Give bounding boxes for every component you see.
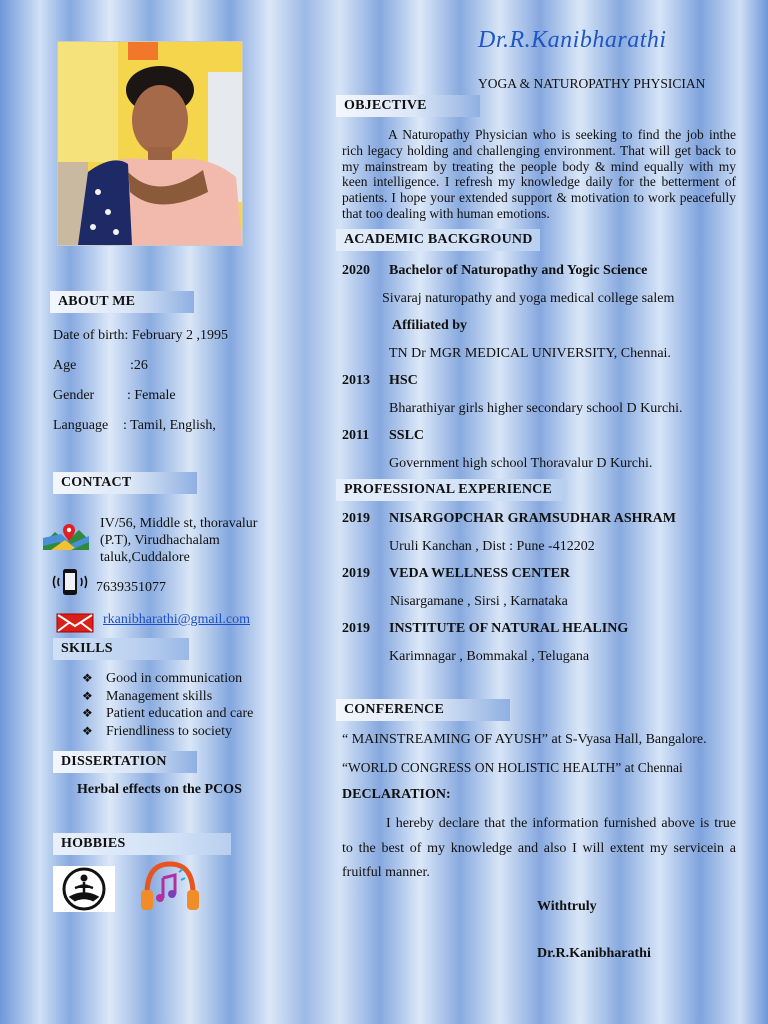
signature-name: Dr.R.Kanibharathi <box>537 946 651 961</box>
about-me-heading: ABOUT ME <box>50 291 194 313</box>
music-icon <box>139 858 201 919</box>
objective-text: A Naturopathy Physician who is seeking to find the job inthe rich legacy holding and challenging environment. That will get back to my mainstream by treating the people body & mind equally with my keen intelligence. I refresh my knowledge daily for the betterment of patients. I hope your extended support & motivation to work peacefully that too dealing with human emotions. <box>342 127 736 221</box>
designation: YOGA & NATUROPATHY PHYSICIAN <box>478 76 706 91</box>
contact-heading: CONTACT <box>53 472 197 494</box>
skills-list <box>80 670 253 740</box>
academic-university: TN Dr MGR MEDICAL UNIVERSITY, Chennai. <box>389 346 671 361</box>
conference-item: “ MAINSTREAMING OF AYUSH” at S-Vyasa Hall, Bangalore. <box>342 732 707 747</box>
objective-heading: OBJECTIVE <box>336 95 480 117</box>
declaration-text: I hereby declare that the information furnished above is true to the best of my knowledge and also I will extent my servicein a fruitful manner. <box>342 816 736 880</box>
profile-photo <box>57 41 243 246</box>
academic-year: 2020 <box>342 263 370 278</box>
academic-year: 2013 <box>342 373 370 388</box>
experience-location: Uruli Kanchan , Dist : Pune -412202 <box>389 539 595 554</box>
map-location-icon <box>41 522 91 557</box>
age-value: :26 <box>130 358 148 373</box>
dissertation-heading: DISSERTATION <box>53 751 197 773</box>
gender-label: Gender <box>53 388 95 403</box>
experience-year: 2019 <box>342 511 370 526</box>
experience-organization: VEDA WELLNESS CENTER <box>389 566 571 581</box>
experience-heading: PROFESSIONAL EXPERIENCE <box>336 479 564 501</box>
list-item: ❖ Patient education and care <box>80 705 253 723</box>
experience-location: Karimnagar , Bommakal , Telugana <box>389 649 590 664</box>
experience-organization: INSTITUTE OF NATURAL HEALING <box>389 621 629 636</box>
academic-degree: Bachelor of Naturopathy and Yogic Science <box>389 263 648 278</box>
academic-college: Sivaraj naturopathy and yoga medical college salem <box>382 291 675 306</box>
academic-degree: HSC <box>389 373 418 388</box>
language-value: : Tamil, English, <box>123 418 216 433</box>
dissertation-title: Herbal effects on the PCOS <box>77 782 242 797</box>
declaration-heading: DECLARATION: <box>342 787 451 802</box>
conference-item: “WORLD CONGRESS ON HOLISTIC HEALTH” at Chennai <box>342 760 683 775</box>
academic-school: Bharathiyar girls higher secondary school D Kurchi. <box>389 401 683 416</box>
experience-location: Nisargamane , Sirsi , Karnataka <box>390 594 568 609</box>
experience-organization: NISARGOPCHAR GRAMSUDHAR ASHRAM <box>389 511 677 526</box>
phone-number: 7639351077 <box>96 580 166 595</box>
hobbies-heading: HOBBIES <box>53 833 231 855</box>
dob-text: Date of birth: February 2 ,1995 <box>53 328 228 343</box>
candidate-name: Dr.R.Kanibharathi <box>478 27 667 53</box>
meditation-icon <box>53 866 115 917</box>
affiliated-label: Affiliated by <box>392 318 468 333</box>
email-icon <box>56 612 94 639</box>
list-item: ❖ Management skills <box>80 688 253 706</box>
experience-year: 2019 <box>342 566 370 581</box>
skills-heading: SKILLS <box>53 638 189 660</box>
academic-heading: ACADEMIC BACKGROUND <box>336 229 540 251</box>
experience-year: 2019 <box>342 621 370 636</box>
address-line-1: IV/56, Middle st, thoravalur <box>100 516 258 531</box>
academic-school: Government high school Thoravalur D Kurchi. <box>389 456 653 471</box>
list-item: ❖ Good in communication <box>80 670 253 688</box>
address-line-3: taluk,Cuddalore <box>100 550 190 565</box>
conference-heading: CONFERENCE <box>336 699 510 721</box>
academic-year: 2011 <box>342 428 370 443</box>
phone-icon <box>51 567 89 602</box>
list-item: ❖ Friendliness to society <box>80 723 253 741</box>
academic-degree: SSLC <box>389 428 425 443</box>
language-label: Language <box>53 418 109 433</box>
age-label: Age <box>53 358 77 373</box>
email-link[interactable]: rkanibharathi@gmail.com <box>103 612 251 627</box>
gender-value: : Female <box>127 388 176 403</box>
closing-text: Withtruly <box>537 899 597 914</box>
address-line-2: (P.T), Virudhachalam <box>100 533 220 548</box>
